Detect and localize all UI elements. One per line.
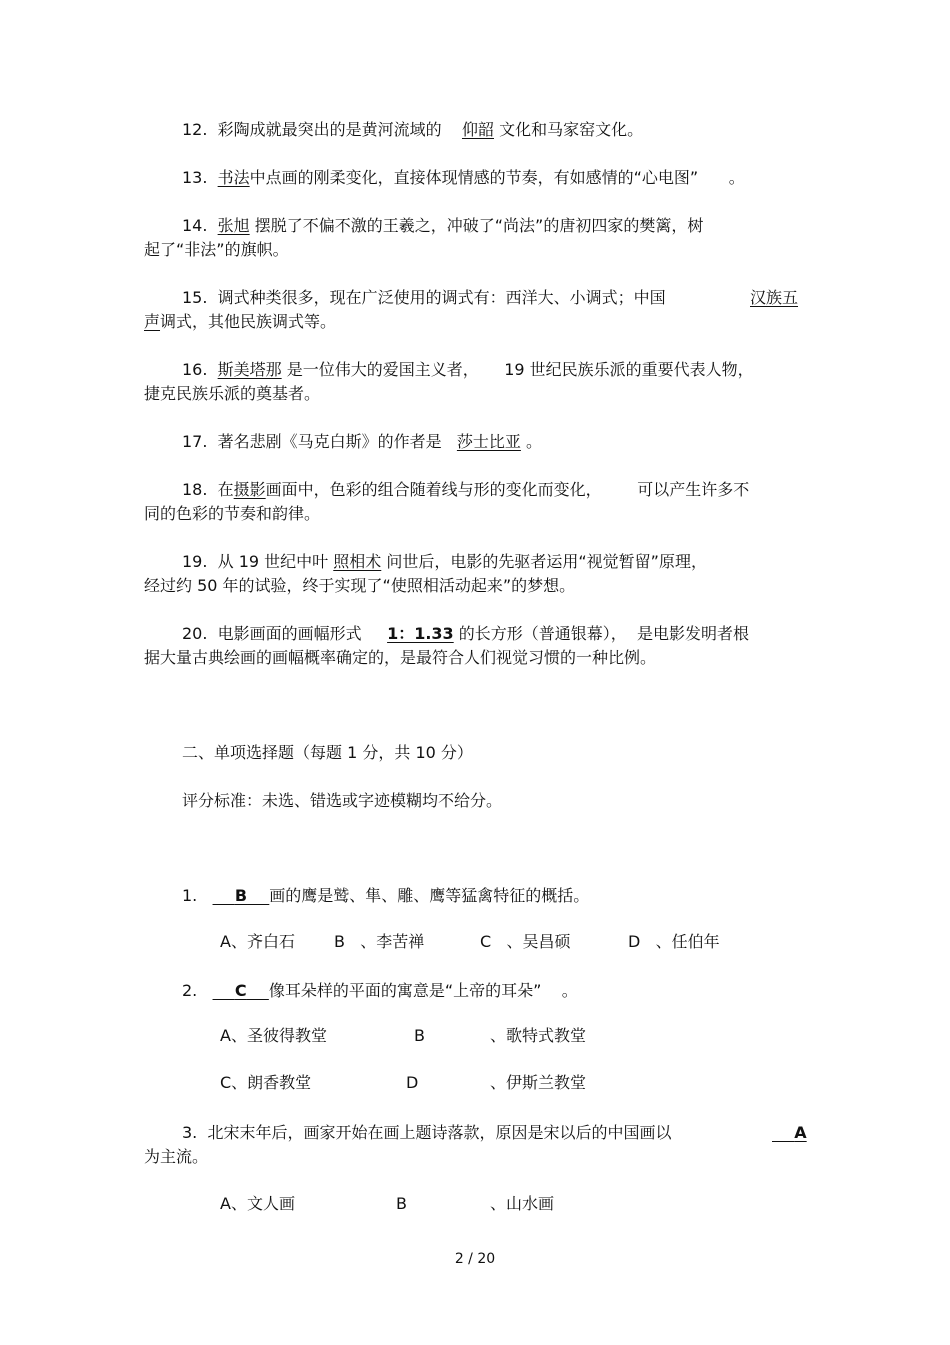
option-a: A、文人画 xyxy=(220,1194,295,1213)
item-16-line2: 捷克民族乐派的奠基者。 xyxy=(144,384,321,403)
answer: 书法 xyxy=(217,168,250,187)
item-12: 12. 彩陶成就最突出的是黄河流域的 仰韶 文化和马家窑文化。 xyxy=(182,120,644,139)
option-b-text: 、山水画 xyxy=(490,1194,555,1213)
answer: C xyxy=(234,981,247,1000)
grading-criteria: 评分标准：未选、错选或字迹模糊均不给分。 xyxy=(182,791,503,810)
answer: 仰韶 xyxy=(461,120,494,139)
answer: 莎士比亚 xyxy=(456,432,521,451)
item-15: 15. 调式种类很多，现在广泛使用的调式有：西洋大、小调式；中国 xyxy=(182,288,666,307)
item-14: 14. 张旭 摆脱了不偏不激的王羲之，冲破了“尚法”的唐初四家的樊篱，树 xyxy=(182,216,704,235)
page-indicator: 2 / 20 xyxy=(454,1251,496,1267)
option-d: D xyxy=(406,1073,419,1092)
option-c: C、朗香教堂 xyxy=(220,1073,312,1092)
item-20: 20. 电影画面的画幅形式 1：1.33 的长方形（普通银幕）， 是电影发明者根 xyxy=(182,624,749,643)
item-15-answer: 汉族五 xyxy=(750,288,799,307)
option-b: B xyxy=(396,1194,407,1213)
option-d: D 、任伯年 xyxy=(628,932,720,951)
answer: 照相术 xyxy=(333,552,382,571)
answer: 张旭 xyxy=(217,216,250,235)
item-17: 17. 著名悲剧《马克白斯》的作者是 莎士比亚 。 xyxy=(182,432,543,451)
answer: 摄影 xyxy=(233,480,266,499)
item-14-line2: 起了“非法”的旗帜。 xyxy=(144,240,289,259)
answer: B xyxy=(234,886,248,905)
option-c: C 、吴昌硕 xyxy=(480,932,571,951)
item-20-line2: 据大量古典绘画的画幅概率确定的，是最符合人们视觉习惯的一种比例。 xyxy=(144,648,657,667)
option-d-text: 、伊斯兰教堂 xyxy=(490,1073,587,1092)
mc-question-3-answer: A xyxy=(794,1123,807,1142)
item-16: 16. 斯美塔那 是一位伟大的爱国主义者， 19 世纪民族乐派的重要代表人物， xyxy=(182,360,754,379)
answer: 1：1.33 xyxy=(387,624,454,643)
answer: 斯美塔那 xyxy=(217,360,282,379)
option-a: A、齐白石 xyxy=(220,932,295,951)
mc-question-3-line2: 为主流。 xyxy=(144,1147,209,1166)
option-b-text: 、歌特式教堂 xyxy=(490,1026,587,1045)
section-title: 二、单项选择题（每题 1 分，共 10 分） xyxy=(182,743,473,762)
mc-question-3: 3. 北宋末年后，画家开始在画上题诗落款，原因是宋以后的中国画以 xyxy=(182,1123,672,1142)
mc-question-1: 1. B 画的鹰是鹫、隼、雕、鹰等猛禽特征的概括。 xyxy=(182,886,590,905)
item-19: 19. 从 19 世纪中叶 照相术 问世后，电影的先驱者运用“视觉暂留”原理， xyxy=(182,552,707,571)
item-15-line2: 声调式，其他民族调式等。 xyxy=(144,312,337,331)
item-19-line2: 经过约 50 年的试验，终于实现了“使照相活动起来”的梦想。 xyxy=(144,576,576,595)
item-18-line2: 同的色彩的节奏和韵律。 xyxy=(144,504,321,523)
option-a: A、圣彼得教堂 xyxy=(220,1026,327,1045)
option-b: B xyxy=(414,1026,425,1045)
option-b: B 、李苦禅 xyxy=(334,932,425,951)
mc-question-2: 2. C 像耳朵样的平面的寓意是“上帝的耳朵” 。 xyxy=(182,981,578,1000)
item-13: 13. 书法中点画的刚柔变化，直接体现情感的节奏，有如感情的“心电图” 。 xyxy=(182,168,745,187)
item-18: 18. 在摄影画面中，色彩的组合随着线与形的变化而变化， 可以产生许多不 xyxy=(182,480,750,499)
